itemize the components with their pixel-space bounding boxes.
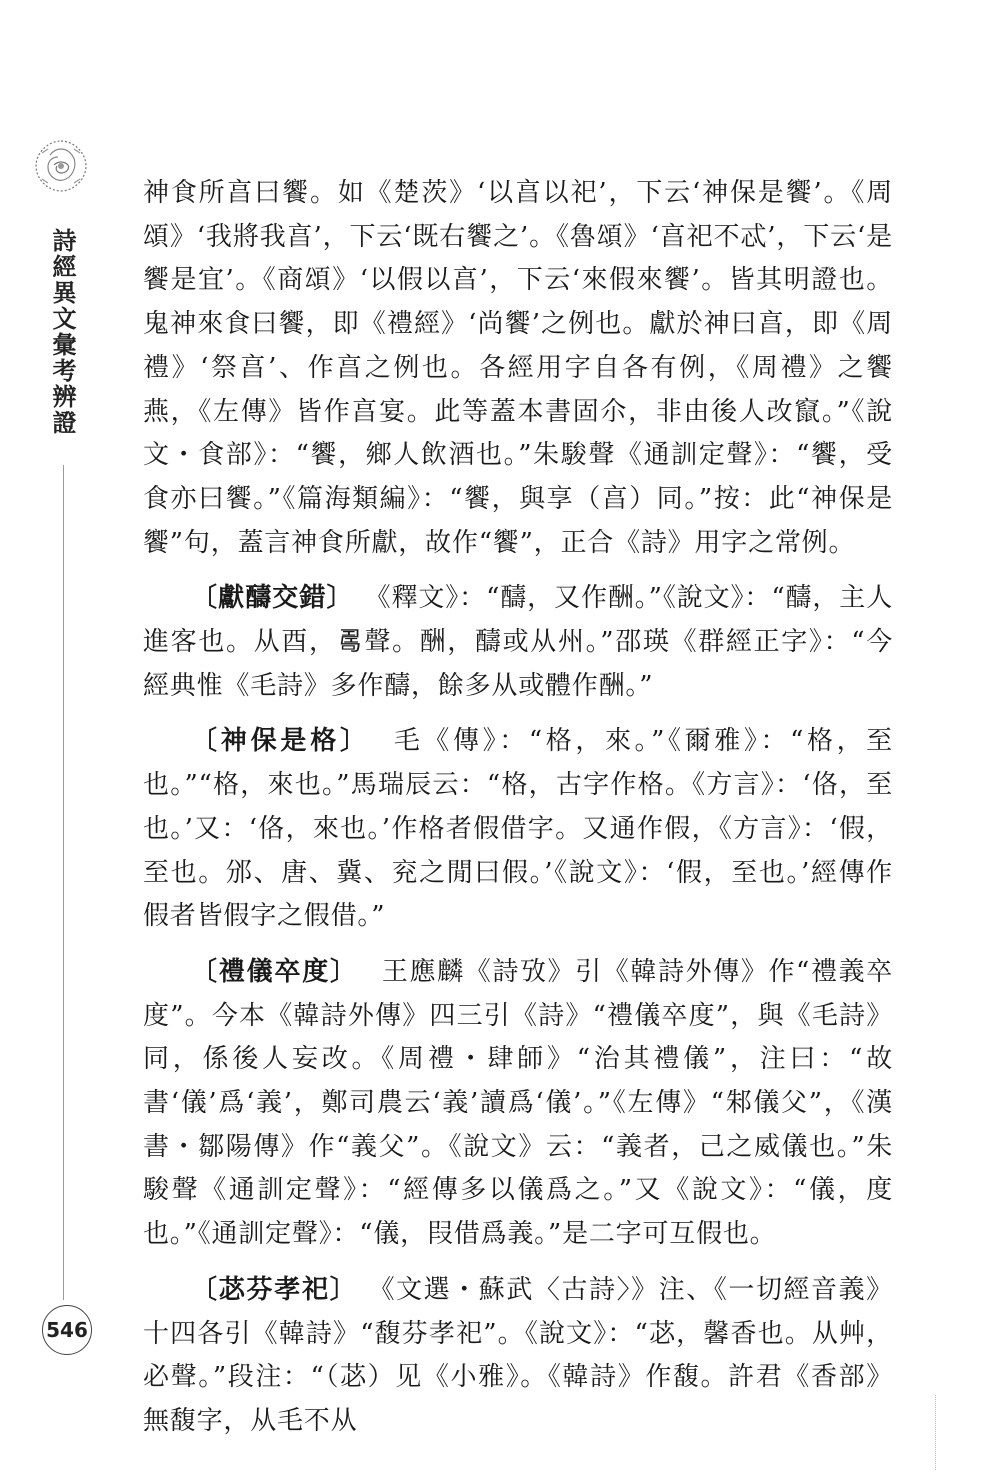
entry-text: 《文選・蘇武〈古詩〉》注、《一切經音義》十四各引《韓詩》“馥芬孝祀”。《說文》：“苾，馨香也。从艸，必聲。”段注：“（苾）见《小雅》。《韓詩》作馥。許君《香部》無馥字，从毛不从 <box>143 1274 893 1436</box>
entry-heading: 〔禮儀卒度〕 <box>191 956 358 987</box>
entry-paragraph <box>143 720 893 939</box>
entry-text: 《釋文》：“醻，又作酬。”《說文》：“醻，主人進客也。从酉，𠷎聲。酬，醻或从州。”邵瑛《群經正字》：“今經典惟《毛詩》多作醻，餘多从或體作酬。” <box>143 583 893 701</box>
margin-mark <box>935 1395 937 1470</box>
entry-heading: 〔神保是格〕 <box>191 726 370 757</box>
paragraph-continuation <box>143 172 893 565</box>
entry-text: 王應麟《詩攷》引《韓詩外傳》作“禮義卒度”。今本《韓詩外傳》四三引《詩》“禮儀卒度”，與《毛詩》同，係後人妄改。《周禮・肆師》“治其禮儀”，注曰：“故書‘儀’爲‘義’，鄭司農云‘義’讀爲‘儀’。”《左傳》“邾儀父”，《漢書・鄒陽傳》作“義父”。《說文》云：“義者，己之威儀也。”朱駿聲《通訓定聲》：“經傳多以儀爲之。”又《說文》：“儀，度也。”《通訓定聲》：“儀，叚借爲義。”是二字可互假也。 <box>143 956 893 1250</box>
entry-paragraph <box>143 951 893 1257</box>
entry-paragraph <box>143 577 893 708</box>
entry-heading: 〔苾芬孝祀〕 <box>191 1274 358 1305</box>
book-title-vertical: 詩經異文彙考辨證 <box>48 228 77 436</box>
paragraph-text: 神食所亯曰饗。如《楚茨》‘以亯以祀’，下云‘神保是饗’。《周頌》‘我將我亯’，下云‘既右饗之’。《魯頌》‘亯祀不忒’，下云‘是饗是宜’。《商頌》‘以假以亯’，下云‘來假來饗’。皆其明證也。鬼神來食曰饗，即《禮經》‘尚饗’之例也。獻於神曰亯，即《周禮》‘祭亯’、作亯之例也。各經用字自各有例，《周禮》之饗燕，《左傳》皆作亯宴。此等蓋本書固尒，非由後人改竄。”《說文・食部》：“饗，鄉人飲酒也。”朱駿聲《通訓定聲》：“饗，受食亦曰饗。”《篇海類編》：“饗，與享（亯）同。”按：此“神保是饗”句，蓋言神食所獻，故作“饗”，正合《詩》用字之常例。 <box>143 178 893 558</box>
main-text <box>143 172 893 1444</box>
entry-text: 毛《傳》：“格，來。”《爾雅》：“格，至也。”“格，來也。”馬瑞辰云：“格，古字作格。《方言》：‘佫，至也。’又：‘佫，來也。’作格者假借字。又通作假，《方言》：‘假，至也。邠、唐、冀、兖之閒曰假。’《說文》：‘假，至也。’經傳作假者皆假字之假借。” <box>143 726 893 932</box>
entry-heading: 〔獻醻交錯〕 <box>191 583 354 614</box>
entry-paragraph <box>143 1269 893 1444</box>
seal-ornament-icon <box>30 135 92 197</box>
page-number: 546 <box>42 1305 92 1355</box>
sidebar-divider <box>63 465 64 1300</box>
